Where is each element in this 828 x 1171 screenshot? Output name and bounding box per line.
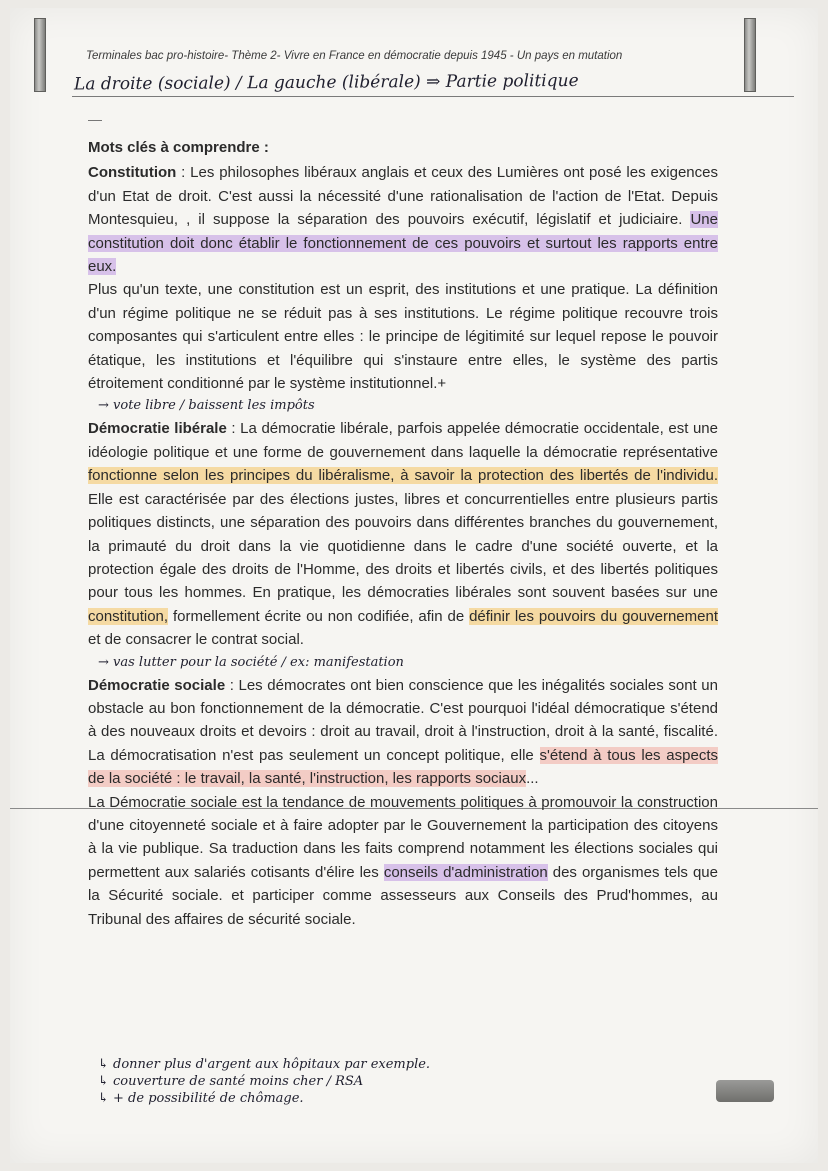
header-divider	[72, 96, 794, 97]
liberale-highlight-2: constitution,	[88, 607, 169, 625]
liberale-text-3: formellement écrite ou non codifiée, afin de	[168, 607, 470, 625]
constitution-paragraph	[88, 161, 718, 278]
sociale-highlight-2: conseils d'administration	[383, 863, 548, 881]
democratie-sociale-paragraph	[88, 674, 718, 791]
final-note: ↳ + de possibilité de chômage.	[98, 1091, 304, 1106]
liberale-text-1: : La démocratie libérale, parfois appelée démocratie occidentale, est une idéologie politique et une forme de gouvernement dans laquelle la démocratie représentative	[88, 420, 718, 461]
page-tab	[716, 1080, 774, 1102]
section-title: Mots clés à comprendre :	[88, 139, 269, 156]
document-page	[10, 8, 818, 1163]
liberale-text-2: Elle est caractérisée par des élections justes, libres et concurrentielles entre plusieurs partis politiques distincts, une séparation des pouvoirs dans différentes branches du gouvernement, la primauté du droit dans la vie quotidienne dans le cadre d'une société ouverte, et la protection égale des droits de l'Homme, des droits et libertés civils, et des libertés politiques pour tous les hommes. En pratique, les démocraties libérales sont souvent basées sur une	[88, 490, 718, 602]
handwritten-note-sociale: → vas lutter pour la société / ex: manifestation	[98, 654, 404, 670]
sociale-highlight-1: s'étend à tous les aspects de la société : le travail, la santé, l'instruction, les rapports sociaux	[88, 746, 718, 788]
constitution-highlight: Une constitution doit donc établir le fonctionnement de ces pouvoirs et surtout les rapports entre eux.	[88, 211, 718, 276]
handwritten-final-notes	[98, 1056, 658, 1107]
handwritten-title: La droite (sociale) / La gauche (libérale) ⇒ Partie politique	[73, 70, 579, 95]
binder-clip-left	[34, 18, 46, 92]
final-note: ↳ donner plus d'argent aux hôpitaux par exemple.	[98, 1057, 431, 1072]
sociale-text-1: : Les démocrates ont bien conscience que les inégalités sociales sont un obstacle au bon fonctionnement de la démocratie. C'est pourquoi l'idéal démocratique s'étend à des nouveaux droits et devoirs : droit au travail, droit à l'instruction, droit à la santé, fiscalité. La démocratisation n'est pas seulement un concept politique, elle	[88, 676, 718, 764]
dash-mark	[88, 120, 102, 121]
handwritten-note-liberale: → vote libre / baissent les impôts	[98, 398, 315, 414]
liberale-highlight-1: fonctionne selon les principes du libéralisme, à savoir la protection des libertés de l'individu.	[88, 467, 718, 485]
constitution-paragraph-2	[88, 278, 718, 395]
sociale-text-2a: La Démocratie sociale est la tendance de mouvements politiques à promouvoir la construction d'une citoyenneté sociale et à faire adopter par le Gouvernement la participation des citoyens à la vie publique. Sa traduction dans les faits comprend notamment les élections sociales qui permettent aux salariés cotisants d'élire les	[88, 793, 718, 881]
term-constitution: Constitution	[88, 164, 177, 182]
handwritten-plus: +	[437, 375, 447, 393]
term-democratie-sociale: Démocratie sociale	[88, 676, 226, 694]
liberale-highlight-3: définir les pouvoirs du gouvernement	[469, 607, 718, 625]
term-democratie-liberale: Démocratie libérale	[88, 420, 227, 438]
constitution-text-2: Plus qu'un texte, une constitution est un esprit, des institutions et une pratique. La définition d'un régime politique ne se réduit pas à ses institutions. Le régime politique recouvre trois composantes qui s'articulent entre elles : le principe de légitimité sur lequel repose le pouvoir étatique, les institutions et l'équilibre qui s'instaure entre elles, le système des partis étroitement conditionné par le système institutionnel.	[88, 281, 718, 393]
sociale-text-2: ...	[526, 770, 539, 788]
sociale-text-2b: des organismes tels que la Sécurité sociale. et participer comme assesseurs aux Conseils des Prud'hommes, au Tribunal des affaires de sécurité sociale.	[88, 863, 718, 928]
democratie-liberale-paragraph	[88, 417, 718, 651]
course-header: Terminales bac pro-histoire- Thème 2- Vivre en France en démocratie depuis 1945 - Un pays en mutation	[86, 50, 623, 62]
democratie-sociale-paragraph-2	[88, 791, 718, 931]
liberale-text-4: et de consacrer le contrat social.	[88, 631, 304, 649]
final-note: ↳ couverture de santé moins cher / RSA	[98, 1074, 364, 1089]
document-body	[88, 136, 718, 931]
constitution-text: : Les philosophes libéraux anglais et ceux des Lumières ont posé les exigences d'un Etat de droit. C'est aussi la nécessité d'une rationalisation de l'action de l'Etat. Depuis Montesquieu, , il suppose la séparation des pouvoirs exécutif, législatif et judiciaire.	[88, 164, 718, 229]
